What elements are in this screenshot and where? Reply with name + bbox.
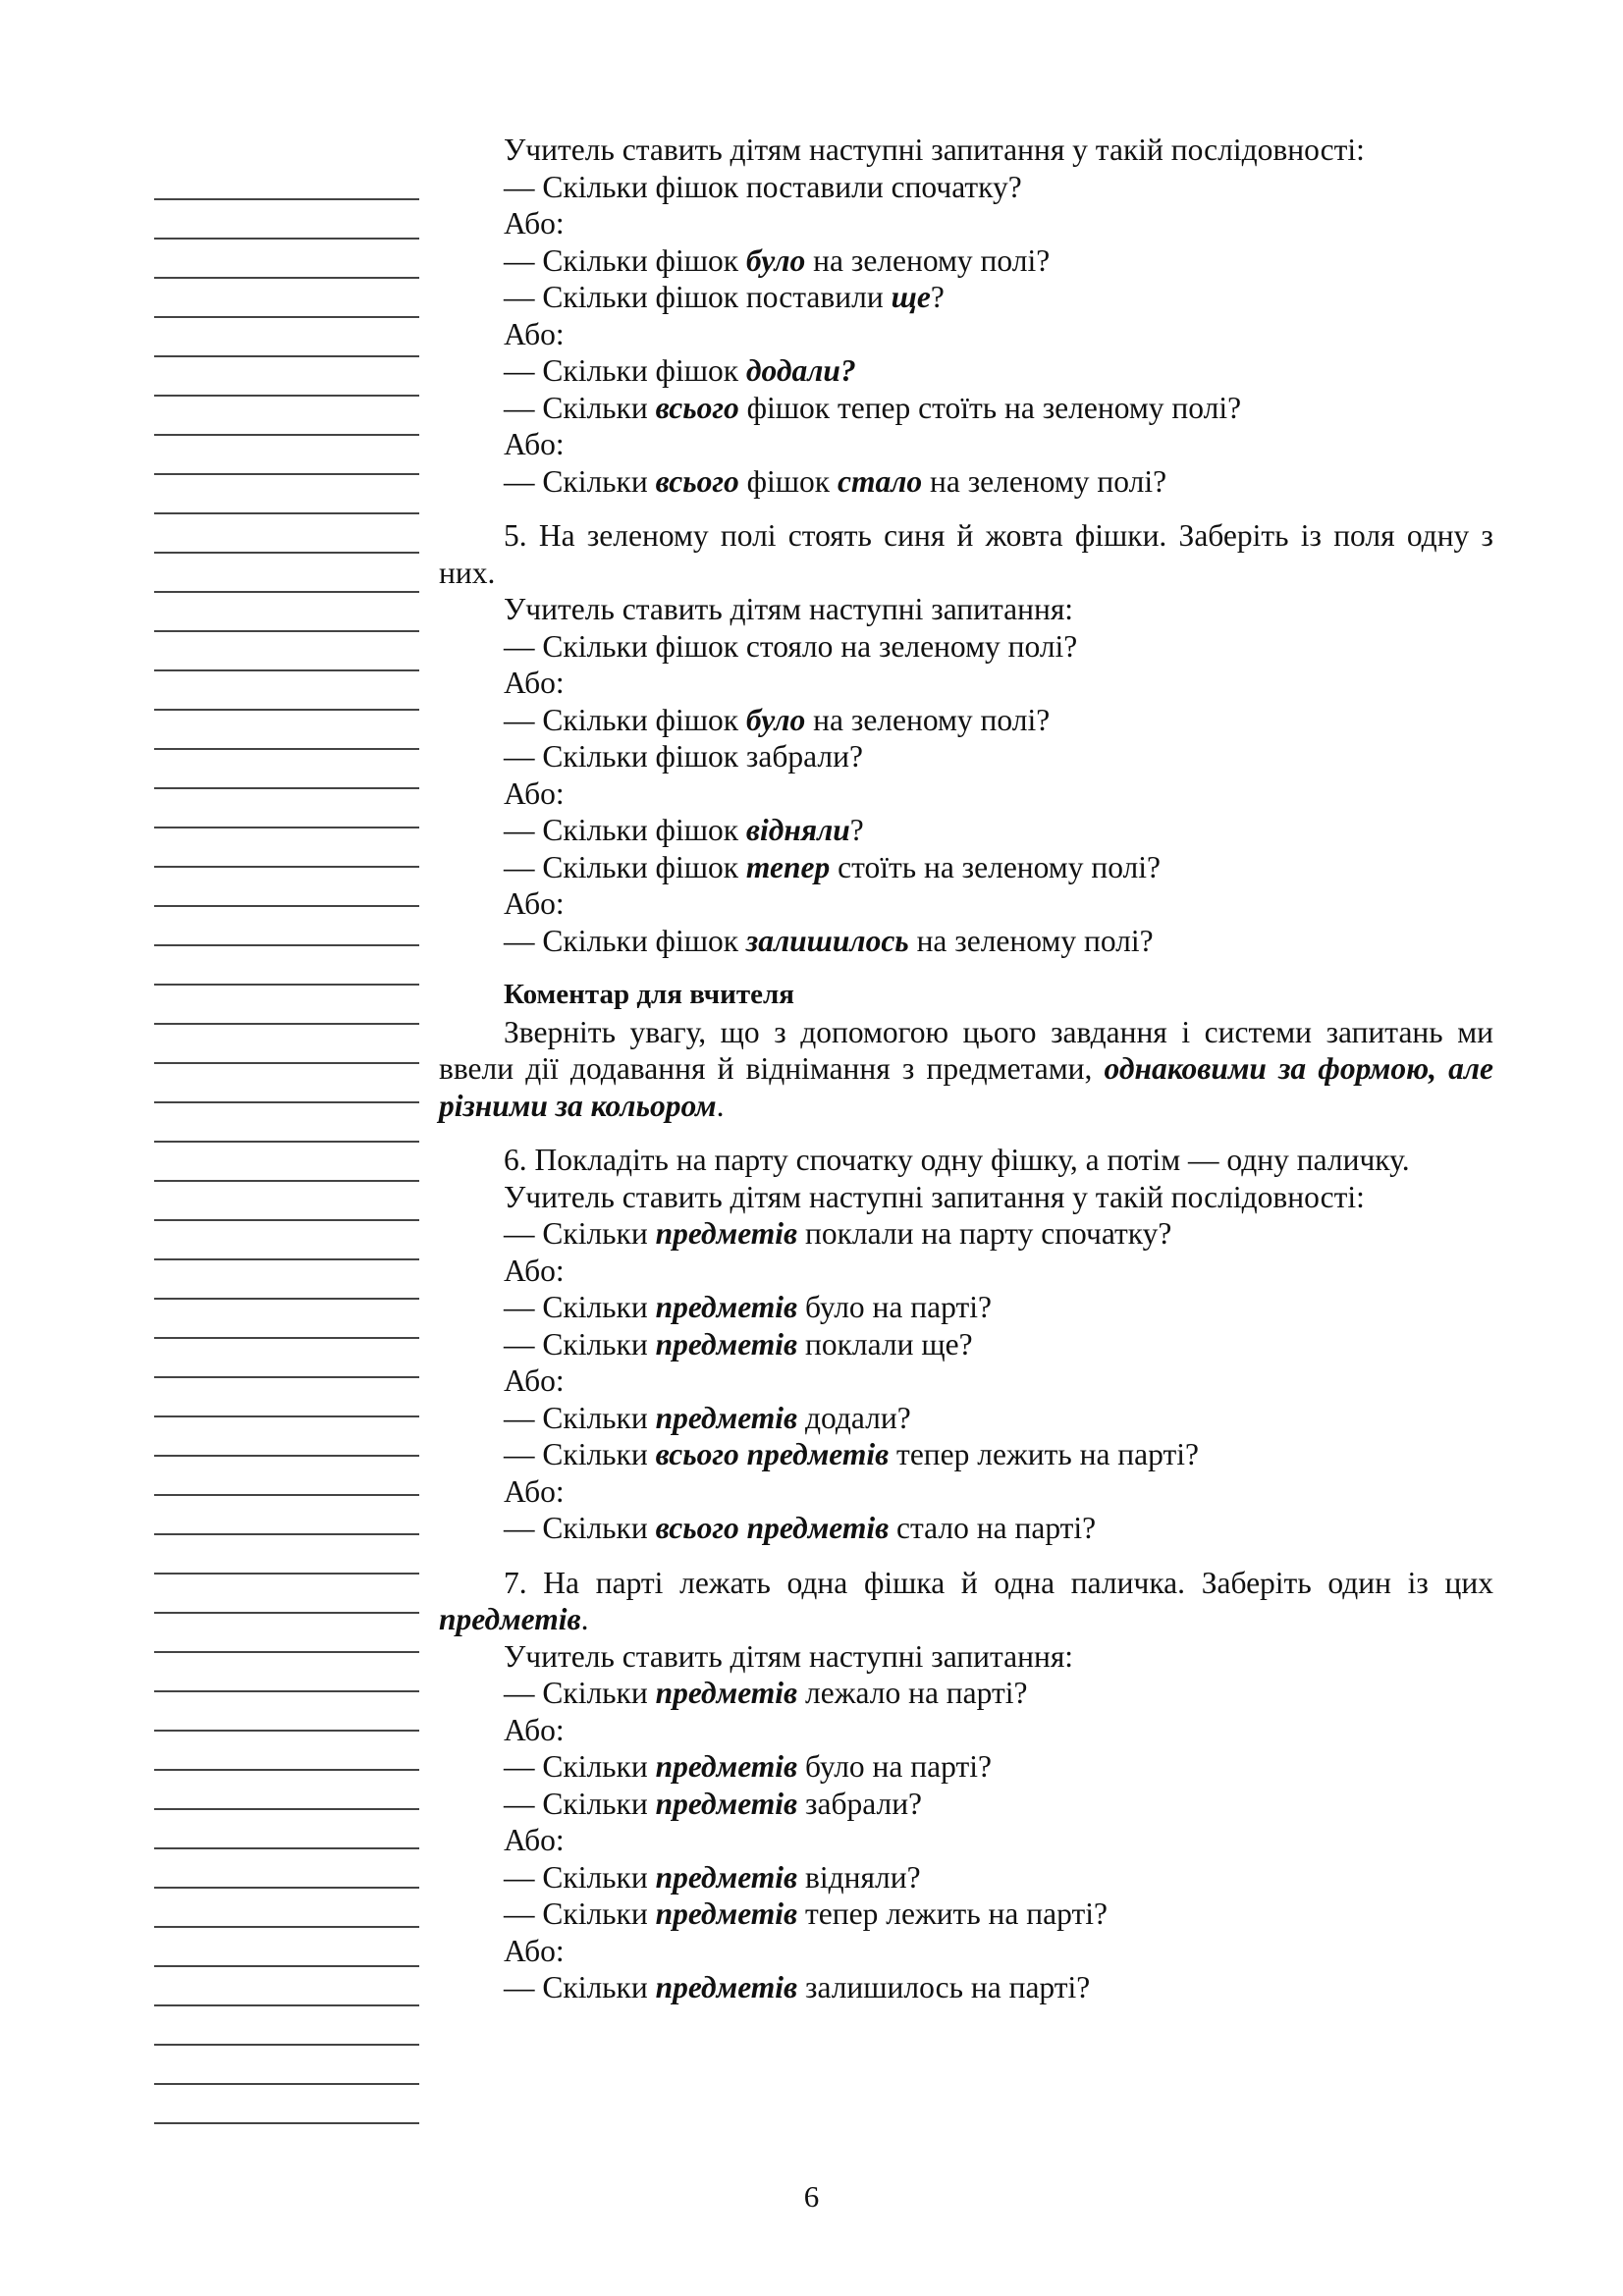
- question: [439, 1896, 1493, 1933]
- emphasis: було: [745, 702, 806, 737]
- margin-line: [154, 397, 419, 436]
- question: [439, 1748, 1493, 1786]
- question: — Скільки фішок стояло на зеленому полі?: [504, 628, 1078, 664]
- text: — Скільки: [504, 1786, 656, 1821]
- text: тепер лежить на парті?: [889, 1437, 1199, 1471]
- margin-line: [154, 632, 419, 671]
- text: забрали?: [797, 1786, 923, 1821]
- margin-line: [154, 357, 419, 397]
- emphasis: всього предметів: [655, 1511, 890, 1545]
- margin-line: [154, 1300, 419, 1339]
- margin-line: [154, 1967, 419, 2006]
- margin-line: [154, 2046, 419, 2085]
- text: — Скільки: [504, 1859, 656, 1895]
- question: [439, 812, 1493, 849]
- or-line: Або:: [504, 1933, 565, 1968]
- text: — Скільки: [504, 1676, 656, 1710]
- or-line: Або:: [504, 1712, 565, 1747]
- comment-text: [439, 1014, 1493, 1125]
- emphasis: однаковими за формою, але різними за кольором: [439, 1051, 1493, 1123]
- margin-line: [154, 1614, 419, 1653]
- margin-line: [154, 318, 419, 357]
- text: — Скільки фішок: [504, 242, 746, 278]
- question: [439, 1400, 1493, 1437]
- margin-line: [154, 828, 419, 868]
- paragraph: Учитель ставить дітям наступні запитання у такій послідовності:: [504, 1179, 1365, 1214]
- question: [439, 1326, 1493, 1363]
- margin-line: [154, 1810, 419, 1849]
- text: — Скільки: [504, 1970, 656, 2004]
- text: фішок тепер стоїть на зеленому полі?: [738, 390, 1242, 425]
- margin-line: [154, 436, 419, 475]
- margin-line: [154, 1103, 419, 1143]
- emphasis: предметів: [655, 1749, 798, 1784]
- question: [439, 1215, 1493, 1253]
- text: тепер лежить на парті?: [797, 1896, 1108, 1931]
- text: Зверніть увагу, що з допомогою цього завдання і системи запитань ми ввели дії додавання й віднімання з предметами,: [439, 1014, 1493, 1086]
- emphasis: предметів: [655, 1400, 798, 1435]
- text: ?: [930, 280, 945, 314]
- margin-line: [154, 671, 419, 711]
- question: [439, 702, 1493, 739]
- margin-note-lines: [154, 161, 419, 2124]
- emphasis: додали?: [745, 353, 856, 388]
- text: — Скільки фішок: [504, 353, 746, 388]
- text: — Скільки фішок: [504, 813, 746, 847]
- margin-line: [154, 1849, 419, 1889]
- text: лежало на парті?: [797, 1676, 1028, 1710]
- text: — Скільки фішок: [504, 849, 746, 884]
- text: — Скільки: [504, 1400, 656, 1435]
- emphasis: предметів: [655, 1676, 798, 1710]
- question: [439, 923, 1493, 960]
- text: стоїть на зеленому полі?: [830, 849, 1162, 884]
- emphasis: тепер: [745, 849, 831, 884]
- text: було на парті?: [797, 1290, 992, 1324]
- or-line: Або:: [504, 1823, 565, 1857]
- margin-line: [154, 514, 419, 554]
- margin-line: [154, 1417, 419, 1457]
- text: на зеленому полі?: [908, 923, 1154, 958]
- margin-line: [154, 711, 419, 750]
- question: [439, 1969, 1493, 2006]
- question: — Скільки фішок поставили спочатку?: [504, 169, 1022, 204]
- or-line: Або:: [504, 1473, 565, 1509]
- emphasis: предметів: [655, 1290, 798, 1324]
- text: поклали на парту спочатку?: [797, 1216, 1172, 1251]
- emphasis: предметів: [655, 1859, 798, 1895]
- text: — Скільки фішок поставили: [504, 280, 892, 314]
- text: — Скільки: [504, 1437, 656, 1471]
- text: ?: [849, 813, 864, 847]
- question: [439, 1436, 1493, 1473]
- margin-line: [154, 1182, 419, 1221]
- text: фішок: [738, 463, 838, 499]
- margin-line: [154, 1889, 419, 1928]
- task-6: 6. Покладіть на парту спочатку одну фішку, а потім — одну паличку.: [504, 1143, 1410, 1177]
- or-line: Або:: [504, 1253, 565, 1288]
- margin-line: [154, 1653, 419, 1692]
- emphasis: предметів: [655, 1786, 798, 1821]
- emphasis: відняли: [745, 813, 850, 847]
- margin-line: [154, 750, 419, 789]
- text: поклали ще?: [797, 1326, 973, 1362]
- text: — Скільки фішок: [504, 923, 746, 958]
- margin-line: [154, 161, 419, 200]
- main-text: [439, 132, 1493, 2006]
- question: [439, 1510, 1493, 1547]
- text: — Скільки: [504, 1216, 656, 1251]
- emphasis: предметів: [655, 1216, 798, 1251]
- emphasis: стало: [837, 463, 923, 499]
- margin-line: [154, 1378, 419, 1417]
- emphasis: було: [745, 242, 806, 278]
- task-7: [439, 1565, 1493, 1638]
- emphasis: предметів: [439, 1602, 581, 1636]
- emphasis: предметів: [655, 1970, 798, 2004]
- margin-line: [154, 1064, 419, 1103]
- text: 7. На парті лежать одна фішка й одна паличка. Заберіть один із цих: [504, 1565, 1493, 1600]
- text: .: [580, 1602, 589, 1636]
- paragraph: Учитель ставить дітям наступні запитання у такій послідовності:: [504, 133, 1365, 167]
- text: було на парті?: [797, 1749, 992, 1784]
- text: — Скільки: [504, 1896, 656, 1931]
- or-line: Або:: [504, 206, 565, 240]
- text: на зеленому полі?: [805, 702, 1051, 737]
- margin-line: [154, 1692, 419, 1732]
- text: — Скільки: [504, 463, 656, 499]
- question: [439, 352, 1493, 390]
- margin-line: [154, 279, 419, 318]
- question: [439, 1289, 1493, 1326]
- or-line: Або:: [504, 886, 565, 921]
- paragraph: Учитель ставить дітям наступні запитання:: [504, 1638, 1074, 1674]
- margin-line: [154, 1771, 419, 1810]
- question: [439, 1859, 1493, 1896]
- text: — Скільки: [504, 1749, 656, 1784]
- emphasis: предметів: [655, 1896, 798, 1931]
- text: на зеленому полі?: [805, 242, 1051, 278]
- margin-line: [154, 200, 419, 240]
- text: залишилось на парті?: [797, 1970, 1091, 2004]
- margin-line: [154, 868, 419, 907]
- margin-line: [154, 2006, 419, 2046]
- text: — Скільки фішок: [504, 702, 746, 737]
- margin-line: [154, 1457, 419, 1496]
- margin-line: [154, 1025, 419, 1064]
- margin-line: [154, 1575, 419, 1614]
- margin-line: [154, 1535, 419, 1575]
- page-number: 6: [803, 2179, 820, 2214]
- margin-line: [154, 554, 419, 593]
- text: — Скільки: [504, 1511, 656, 1545]
- text: відняли?: [797, 1859, 921, 1895]
- margin-line: [154, 946, 419, 986]
- or-line: Або:: [504, 427, 565, 461]
- margin-line: [154, 1260, 419, 1300]
- emphasis: залишилось: [745, 923, 909, 958]
- margin-line: [154, 1221, 419, 1260]
- margin-line: [154, 1339, 419, 1378]
- question: [439, 463, 1493, 501]
- text: стало на парті?: [889, 1511, 1097, 1545]
- question: [439, 1786, 1493, 1823]
- or-line: Або:: [504, 316, 565, 351]
- margin-line: [154, 1496, 419, 1535]
- margin-line: [154, 1732, 419, 1771]
- or-line: Або:: [504, 1363, 565, 1398]
- text: — Скільки: [504, 1290, 656, 1324]
- comment-heading: Коментар для вчителя: [504, 979, 794, 1010]
- question: [439, 849, 1493, 886]
- margin-line: [154, 789, 419, 828]
- emphasis: всього: [655, 390, 739, 425]
- emphasis: всього предметів: [655, 1437, 890, 1471]
- margin-line: [154, 986, 419, 1025]
- or-line: Або:: [504, 775, 565, 811]
- text: .: [716, 1088, 725, 1123]
- emphasis: всього: [655, 463, 739, 499]
- task-5: 5. На зеленому полі стоять синя й жовта фішки. Заберіть із поля одну з них.: [439, 518, 1493, 590]
- emphasis: ще: [891, 280, 931, 314]
- text: — Скільки: [504, 1326, 656, 1362]
- margin-line: [154, 240, 419, 279]
- or-line: Або:: [504, 666, 565, 700]
- margin-line: [154, 593, 419, 632]
- margin-line: [154, 1143, 419, 1182]
- question: — Скільки фішок забрали?: [504, 739, 863, 774]
- text: додали?: [797, 1400, 911, 1435]
- question: [439, 390, 1493, 427]
- margin-line: [154, 475, 419, 514]
- question: [439, 242, 1493, 280]
- text: — Скільки: [504, 390, 656, 425]
- question: [439, 1675, 1493, 1712]
- margin-line: [154, 2085, 419, 2124]
- question: [439, 279, 1493, 316]
- margin-line: [154, 907, 419, 946]
- emphasis: предметів: [655, 1326, 798, 1362]
- text: на зеленому полі?: [922, 463, 1167, 499]
- paragraph: Учитель ставить дітям наступні запитання:: [504, 592, 1074, 626]
- margin-line: [154, 1928, 419, 1967]
